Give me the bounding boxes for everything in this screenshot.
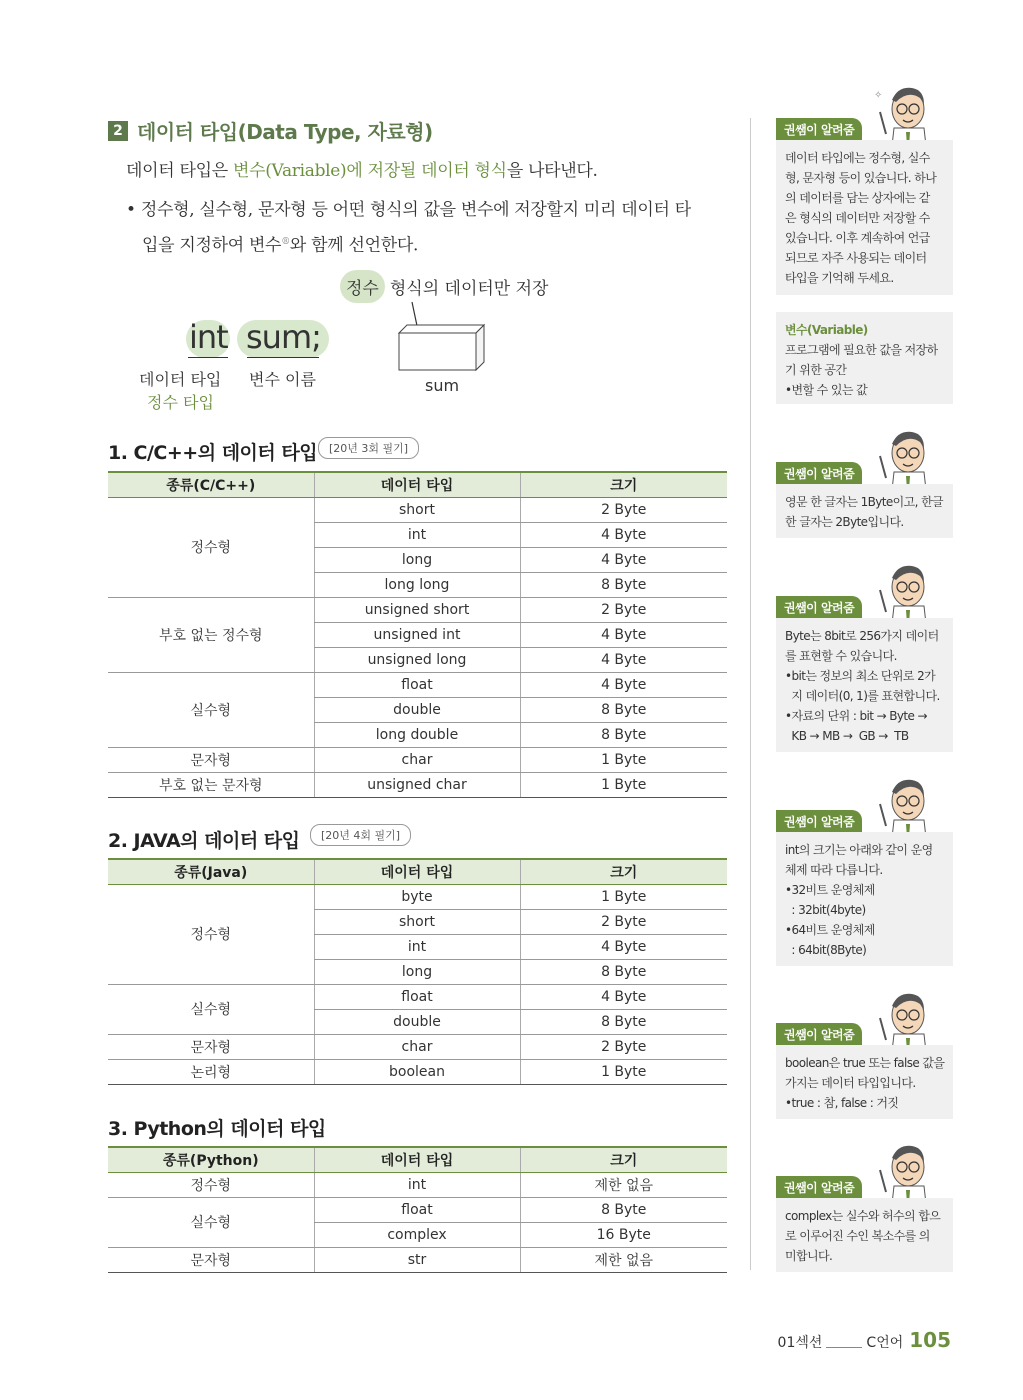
tip-line: 영문 한 글자는 1Byte이고, 한글: [785, 495, 944, 509]
type-cell: short: [314, 909, 520, 934]
java-title: 2. JAVA의 데이터 타입: [108, 830, 300, 852]
size-cell: 제한 없음: [520, 1172, 727, 1197]
tip-line: •변할 수 있는 값: [785, 383, 868, 397]
table-header-cell: 크기: [520, 472, 727, 497]
size-cell: 8 Byte: [520, 1197, 727, 1222]
tip-line: 체제 따라 다릅니다.: [785, 863, 883, 877]
table-row: [108, 772, 727, 797]
box-side: [476, 325, 484, 370]
tip-line: 의 데이터를 담는 상자에는 같: [785, 191, 930, 205]
category-cell: 정수형: [108, 497, 314, 597]
tip-line: 를 표현할 수 있습니다.: [785, 649, 897, 663]
table-row: [108, 747, 727, 772]
category-cell: 문자형: [108, 1247, 314, 1272]
size-cell: 8 Byte: [520, 959, 727, 984]
category-cell: 문자형: [108, 747, 314, 772]
cpp-table: [108, 471, 727, 798]
category-cell: 문자형: [108, 1034, 314, 1059]
table-header-row: [108, 1147, 727, 1172]
variable-box: [776, 312, 953, 404]
ref-mark: ®: [281, 237, 290, 247]
table-header-row: [108, 472, 727, 497]
tip-box-3: [776, 618, 953, 752]
table-header-cell: 종류(C/C++): [108, 472, 314, 497]
caption-highlight: 정수: [340, 270, 385, 303]
table-row: [108, 497, 727, 522]
table-header-cell: 크기: [520, 859, 727, 884]
size-cell: 4 Byte: [520, 547, 727, 572]
label-var-name: 변수 이름: [249, 370, 316, 389]
size-cell: 8 Byte: [520, 1009, 727, 1034]
size-cell: 4 Byte: [520, 522, 727, 547]
bullet-line1: • 정수형, 실수형, 문자형 등 어떤 형식의 값을 변수에 저장할지 미리 데이터 타: [126, 200, 691, 220]
intro-pre: 데이터 타입은: [126, 161, 233, 181]
category-cell: 실수형: [108, 672, 314, 747]
type-cell: double: [314, 1009, 520, 1034]
table-header-cell: 데이터 타입: [314, 1147, 520, 1172]
size-cell: 16 Byte: [520, 1222, 727, 1247]
page-footer: [778, 1328, 951, 1352]
type-cell: unsigned long: [314, 647, 520, 672]
storage-box-diagram: [390, 300, 490, 375]
tip-line: Byte는 8bit로 256가지 데이터: [785, 629, 939, 643]
size-cell: 2 Byte: [520, 1034, 727, 1059]
tip-line: int의 크기는 아래와 같이 운영: [785, 843, 933, 857]
tip-line: 되므로 자주 사용되는 데이터: [785, 251, 927, 265]
tip-line: 은 형식의 데이터만 저장할 수: [785, 211, 930, 225]
keyword-var: sum;: [246, 318, 321, 356]
tip-line: 프로그램에 필요한 값을 저장하: [785, 343, 938, 357]
type-cell: float: [314, 1197, 520, 1222]
footer-line: [826, 1347, 862, 1348]
type-cell: long: [314, 547, 520, 572]
category-cell: 실수형: [108, 984, 314, 1034]
table-header-cell: 데이터 타입: [314, 859, 520, 884]
table-row: [108, 1247, 727, 1272]
tip-line: •bit는 정보의 최소 단위로 2가: [785, 669, 936, 683]
table-row: [108, 984, 727, 1009]
type-cell: str: [314, 1247, 520, 1272]
size-cell: 4 Byte: [520, 647, 727, 672]
size-cell: 2 Byte: [520, 909, 727, 934]
category-cell: 부호 없는 정수형: [108, 597, 314, 672]
footer-section: 01섹션: [777, 1335, 823, 1351]
intro-highlight: 변수(Variable)에 저장될 데이터 형식: [232, 161, 507, 181]
table-row: [108, 884, 727, 909]
teacher-character-icon: [868, 554, 938, 624]
teacher-character-icon: [868, 768, 938, 838]
bullet-line2-post: 와 함께 선언한다.: [289, 235, 419, 256]
table-row: [108, 672, 727, 697]
java-tag: [20년 4회 필기]: [310, 824, 411, 846]
bullet-line2-pre: 입을 지정하여 변수: [142, 235, 282, 256]
size-cell: 1 Byte: [520, 747, 727, 772]
table-header-cell: 종류(Python): [108, 1147, 314, 1172]
tip-line: 데이터 타입에는 정수형, 실수: [785, 151, 930, 165]
tip-box-4: [776, 832, 953, 966]
tip-line: : 32bit(4byte): [785, 903, 866, 917]
tip-line: 있습니다. 이후 계속하여 언급: [785, 231, 930, 245]
python-title: 3. Python의 데이터 타입: [108, 1118, 326, 1140]
teacher-character-icon: [868, 1134, 938, 1204]
cpp-title: 1. C/C++의 데이터 타입: [108, 442, 318, 464]
type-cell: complex: [314, 1222, 520, 1247]
size-cell: 1 Byte: [520, 884, 727, 909]
page-number: 105: [909, 1328, 951, 1352]
tip-box-5: [776, 1045, 953, 1119]
teacher-character-icon: [868, 982, 938, 1052]
diagram-caption: [340, 270, 548, 303]
tip-line: •true : 참, false : 거짓: [785, 1096, 899, 1110]
type-cell: int: [314, 1172, 520, 1197]
table-header-cell: 종류(Java): [108, 859, 314, 884]
tip-line: boolean은 true 또는 false 값을: [785, 1056, 945, 1070]
table-header-cell: 크기: [520, 1147, 727, 1172]
tip-line: : 64bit(8Byte): [785, 943, 867, 957]
size-cell: 제한 없음: [520, 1247, 727, 1272]
size-cell: 2 Byte: [520, 597, 727, 622]
tip-line: 지 데이터(0, 1)를 표현합니다.: [785, 689, 940, 703]
type-cell: unsigned int: [314, 622, 520, 647]
tip-head-3: 권쌤이 알려줌: [776, 596, 862, 618]
size-cell: 8 Byte: [520, 697, 727, 722]
svg-text:✧: ✧: [874, 90, 883, 101]
tip-line: 로 이루어진 수인 복소수를 의: [785, 1229, 930, 1243]
sidebar-divider: [750, 118, 751, 1270]
type-cell: long long: [314, 572, 520, 597]
type-underline: [188, 357, 228, 358]
tip-line: •64비트 운영체제: [785, 923, 875, 937]
type-cell: float: [314, 672, 520, 697]
table-header-cell: 데이터 타입: [314, 472, 520, 497]
size-cell: 4 Byte: [520, 984, 727, 1009]
category-cell: 정수형: [108, 884, 314, 984]
type-cell: float: [314, 984, 520, 1009]
tip-head-6: 권쌤이 알려줌: [776, 1176, 862, 1198]
label-data-type: 데이터 타입: [139, 370, 222, 389]
tip-line: •32비트 운영체제: [785, 883, 875, 897]
type-cell: int: [314, 934, 520, 959]
cpp-tag: [20년 3회 필기]: [318, 437, 419, 459]
size-cell: 1 Byte: [520, 772, 727, 797]
size-cell: 4 Byte: [520, 934, 727, 959]
caption-rest: 형식의 데이터만 저장: [389, 279, 549, 299]
variable-title: 변수(Variable): [785, 323, 868, 337]
category-cell: 논리형: [108, 1059, 314, 1084]
table-row: [108, 1034, 727, 1059]
var-underline: [247, 357, 319, 358]
type-cell: unsigned short: [314, 597, 520, 622]
type-cell: double: [314, 697, 520, 722]
box-top: [399, 325, 484, 333]
type-cell: int: [314, 522, 520, 547]
teacher-character-icon: [868, 76, 938, 146]
tip-line: 타입을 기억해 두세요.: [785, 271, 894, 285]
type-cell: long: [314, 959, 520, 984]
keyword-type: int: [189, 318, 228, 356]
table-row: [108, 1197, 727, 1222]
label-int-type: 정수 타입: [147, 393, 214, 412]
type-cell: unsigned char: [314, 772, 520, 797]
footer-subject: C언어: [866, 1335, 904, 1351]
tip-head-5: 권쌤이 알려줌: [776, 1023, 862, 1045]
tip-box-1: [776, 140, 953, 295]
table-header-row: [108, 859, 727, 884]
size-cell: 4 Byte: [520, 622, 727, 647]
tip-line: KB → MB → GB → TB: [785, 729, 909, 743]
tip-line: complex는 실수와 허수의 합으: [785, 1209, 941, 1223]
size-cell: 8 Byte: [520, 722, 727, 747]
size-cell: 1 Byte: [520, 1059, 727, 1084]
table-row: [108, 1059, 727, 1084]
tip-box-6: [776, 1198, 953, 1272]
section-title-text: 데이터 타입(Data Type, 자료형): [137, 120, 433, 144]
type-cell: byte: [314, 884, 520, 909]
type-cell: short: [314, 497, 520, 522]
intro-paragraph: [126, 156, 598, 181]
intro-post: 을 나타낸다.: [506, 161, 598, 181]
tip-line: 형, 문자형 등이 있습니다. 하나: [785, 171, 937, 185]
size-cell: 2 Byte: [520, 497, 727, 522]
tip-line: 기 위한 공간: [785, 363, 847, 377]
category-cell: 실수형: [108, 1197, 314, 1247]
size-cell: 8 Byte: [520, 572, 727, 597]
size-cell: 4 Byte: [520, 672, 727, 697]
tip-line: 한 글자는 2Byte입니다.: [785, 515, 904, 529]
tip-head-4: 권쌤이 알려줌: [776, 810, 862, 832]
type-cell: boolean: [314, 1059, 520, 1084]
category-cell: 정수형: [108, 1172, 314, 1197]
type-cell: char: [314, 1034, 520, 1059]
table-row: [108, 1172, 727, 1197]
table-row: [108, 597, 727, 622]
tip-line: 미합니다.: [785, 1249, 833, 1263]
python-table: [108, 1146, 727, 1273]
category-cell: 부호 없는 문자형: [108, 772, 314, 797]
section-number: 2: [108, 121, 128, 141]
section-title: [108, 116, 433, 145]
type-cell: char: [314, 747, 520, 772]
tip-box-2: [776, 484, 953, 538]
box-front: [399, 333, 476, 370]
bullet-paragraph: [126, 194, 734, 262]
tip-head-2: 권쌤이 알려줌: [776, 462, 862, 484]
teacher-character-icon: [868, 420, 938, 490]
box-label: sum: [425, 376, 460, 395]
type-cell: long double: [314, 722, 520, 747]
tip-line: •자료의 단위 : bit → Byte →: [785, 709, 927, 723]
java-table: [108, 858, 727, 1085]
tip-head-1: 권쌤이 알려줌: [776, 118, 862, 140]
tip-line: 가지는 데이터 타입입니다.: [785, 1076, 916, 1090]
